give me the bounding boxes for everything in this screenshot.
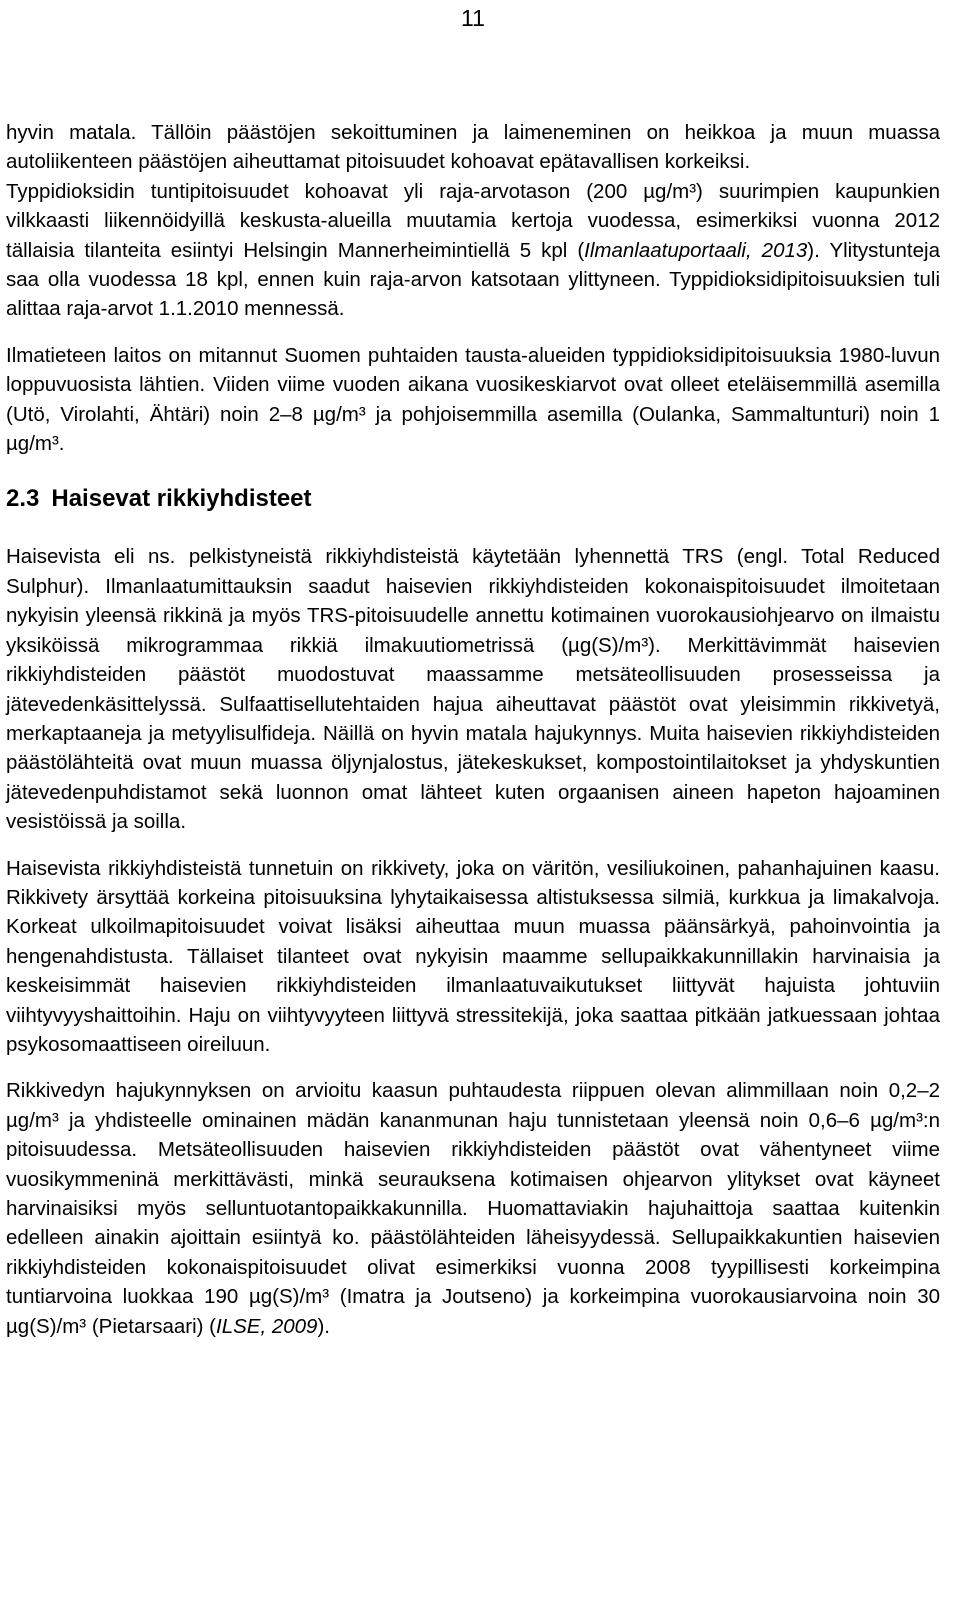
paragraph: Ilmatieteen laitos on mitannut Suomen puhtaiden tausta-alueiden typpidioksidipitoisuuksia 1980-luvun loppuvuosista lähtien. Viiden viime vuoden aikana vuosikeskiarvot ovat olleet eteläisemmillä asemilla (Utö, Virolahti, Ähtäri) noin 2–8 µg/m³ ja pohjoisemmilla asemilla (Oulanka, Sammaltunturi) noin 1 µg/m³. bbox=[6, 343, 940, 456]
paragraph bbox=[6, 1076, 940, 1341]
paragraph: hyvin matala. Tällöin päästöjen sekoittuminen ja laimeneminen on heikkoa ja muun muassa autoliikenteen päästöjen aiheuttamat pitoisuudet kohoavat epätavallisen korkeiksi. bbox=[6, 121, 940, 174]
paragraph: Haisevista eli ns. pelkistyneistä rikkiyhdisteistä käytetään lyhennettä TRS (engl. Total Reduced Sulphur). Ilmanlaatumittauksin saadut haisevien rikkiyhdisteiden kokonaispitoisuudet ilmoitetaan nykyisin yleensä rikkinä ja myös TRS-pitoisuudelle annettu kotimainen vuorokausiohjearvo on ilmaistu yksiköissä mikrogrammaa rikkiä ilmakuutiometrissä (µg(S)/m³). Merkittävimmät haisevien rikkiyhdisteiden päästöt muodostuvat maassamme metsäteollisuuden prosesseissa ja jätevedenkäsittelyssä. Sulfaattisellutehtaiden hajua aiheuttavat päästöt ovat yleisimmin rikkivetyä, merkaptaaneja ja metyylisulfideja. Näillä on hyvin matala hajukynnys. Muita haisevien rikkiyhdisteiden päästölähteitä ovat muun muassa öljynjalostus, jätekeskukset, kompostointilaitokset ja yhdyskuntien jätevedenpuhdistamot sekä luonnon omat lähteet kuten orgaanisen aineen hapeton hajoaminen vesistöissä ja soilla. bbox=[6, 545, 940, 834]
page-number: 11 bbox=[461, 5, 485, 31]
paragraph bbox=[6, 177, 940, 324]
section-number: 2.3 bbox=[6, 485, 40, 513]
paragraph: Haisevista rikkiyhdisteistä tunnetuin on rikkivety, joka on väritön, vesiliukoinen, pahanhajuinen kaasu. Rikkivety ärsyttää korkeina pitoisuuksina lyhytaikaisessa altistuksessa silmiä, kurkkua ja limakalvoja. Korkeat ulkoilmapitoisuudet voivat lisäksi aiheuttaa muun muassa päänsärkyä, pahoinvointia ja hengenahdistusta. Tällaiset tilanteet ovat nykyisin maamme sellupaikkakunnillakin harvinaisia ja keskeisimmät haisevien rikkiyhdisteiden ilmanlaatuvaikutukset liittyvät hajuista johtuviin viihtyvyyshaittoihin. Haju on viihtyvyyteen liittyvä stressitekijä, joka saattaa pitkään jatkuessaan johtaa psykosomaattiseen oireiluun. bbox=[6, 856, 940, 1056]
paragraph-text: ). bbox=[317, 1314, 330, 1338]
citation: Ilmanlaatuportaali, 2013 bbox=[584, 238, 808, 262]
paragraph-text: ). Ylitystunteja saa olla vuodessa 18 kpl, ennen kuin raja-arvon katsotaan ylittyneen. Typpidioksidipitoisuuksien tuli alittaa raja-arvot 1.1.2010 mennessä. bbox=[6, 238, 940, 321]
section-heading bbox=[6, 484, 940, 514]
section-title: Haisevat rikkiyhdisteet bbox=[51, 485, 312, 513]
citation: ILSE, 2009 bbox=[216, 1314, 318, 1338]
document-body bbox=[6, 118, 940, 1341]
paragraph-text: Typpidioksidin tuntipitoisuudet kohoavat yli raja-arvotason (200 µg/m³) suurimpien kaupunkien vilkkaasti liikennöidyillä keskusta-alueilla muutamia kertoja vuodessa, esimerkiksi vuonna 2012 tällaisia tilanteita esiintyi Helsingin Mannerheimintiellä 5 kpl ( bbox=[6, 179, 940, 262]
paragraph-text: Rikkivedyn hajukynnyksen on arvioitu kaasun puhtaudesta riippuen olevan alimmillaan noin 0,2–2 µg/m³ ja yhdisteelle ominainen mädän kananmunan haju tunnistetaan yleensä noin 0,6–6 µg/m³:n pitoisuudessa. Metsäteollisuuden haisevien rikkiyhdisteiden päästöt ovat vähentyneet viime vuosikymmeninä merkittävästi, minkä seurauksena kotimaisen ohjearvon ylitykset ovat käyneet harvinaisiksi myös selluntuotantopaikkakunnilla. Huomattaviakin hajuhaittoja saattaa kuitenkin edelleen ainakin ajoittain esiintyä ko. päästölähteiden läheisyydessä. Sellupaikkakuntien haisevien rikkiyhdisteiden kokonaispitoisuudet olivat esimerkiksi vuonna 2008 tyypillisesti korkeimpina tuntiarvoina luokkaa 190 µg(S)/m³ (Imatra ja Joutseno) ja korkeimpina vuorokausiarvoina noin 30 µg(S)/m³ (Pietarsaari) ( bbox=[6, 1079, 940, 1338]
